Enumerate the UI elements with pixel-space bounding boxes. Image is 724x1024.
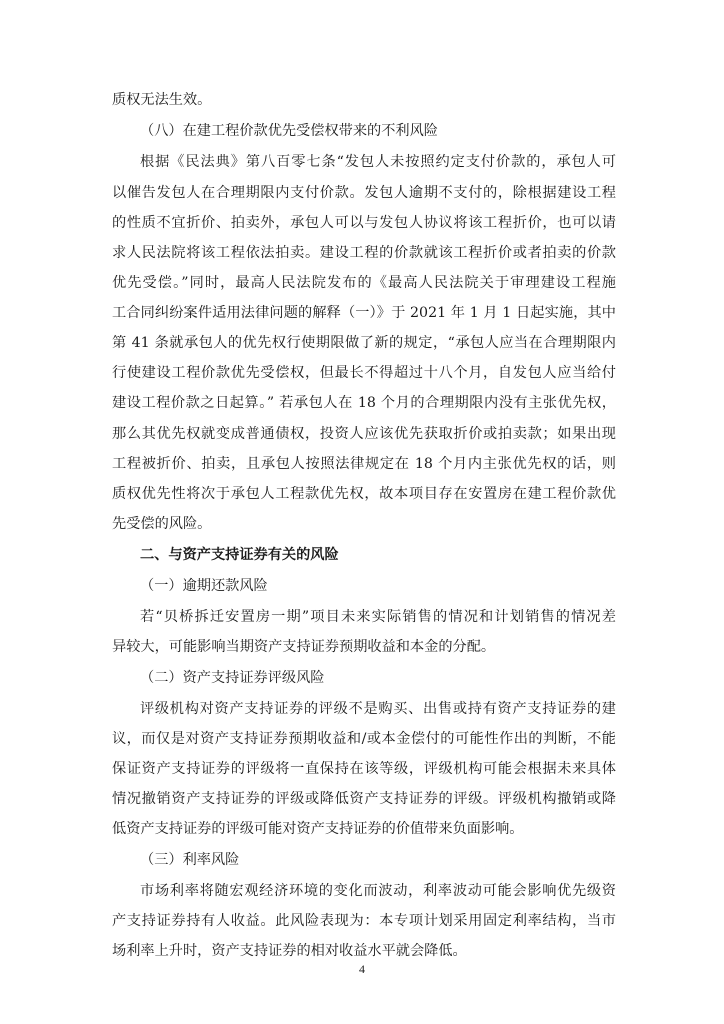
paragraph-line: 那么其优先权就变成普通债权，投资人应该优先获取折价或拍卖款；如果出现 <box>112 426 616 442</box>
paragraph-line: 先受偿的风险。 <box>112 516 212 532</box>
paragraph-line: 优先受偿。”同时，最高人民法院发布的《最高人民法院关于审理建设工程施 <box>112 275 616 291</box>
subsection-heading: （二）资产支持证券评级风险 <box>140 670 325 686</box>
paragraph-line: 市场利率将随宏观经济环境的变化而波动，利率波动可能会影响优先级资 <box>140 883 616 899</box>
paragraph-line: 质权优先性将次于承包人工程款优先权，故本项目存在安置房在建工程价款优 <box>112 486 616 502</box>
paragraph-line: 低资产支持证券的评级可能对资产支持证券的价值带来负面影响。 <box>112 821 524 837</box>
subsection-heading: （八）在建工程价款优先受偿权带来的不利风险 <box>140 123 438 139</box>
page-number: 4 <box>359 962 365 976</box>
paragraph-line: 质权无法生效。 <box>112 92 212 108</box>
paragraph-line: 的性质不宜折价、拍卖外，承包人可以与发包人协议将该工程折价，也可以请 <box>112 215 616 231</box>
paragraph-line: 根据《民法典》第八百零七条“发包人未按照约定支付价款的，承包人可 <box>140 154 616 170</box>
paragraph-line: 情况撤销资产支持证券的评级或降低资产支持证券的评级。评级机构撤销或降 <box>112 791 616 807</box>
paragraph-line: 产支持证券持有人收益。此风险表现为：本专项计划采用固定利率结构，当市 <box>112 913 616 929</box>
paragraph-line: 行使建设工程价款优先受偿权，但最长不得超过十八个月，自发包人应当给付 <box>112 365 616 381</box>
subsection-heading: （一）逾期还款风险 <box>140 578 268 594</box>
paragraph-line: 以催告发包人在合理期限内支付价款。发包人逾期不支付的，除根据建设工程 <box>112 185 616 201</box>
section-heading: 二、与资产支持证券有关的风险 <box>140 547 339 563</box>
paragraph-line: 保证资产支持证券的评级将一直保持在该等级，评级机构可能会根据未来具体 <box>112 761 616 777</box>
paragraph-line: 第 41 条就承包人的优先权行使期限做了新的规定，“承包人应当在合理期限内 <box>112 335 616 351</box>
paragraph-line: 若“贝桥拆迁安置房一期”项目未来实际销售的情况和计划销售的情况差 <box>140 609 616 625</box>
paragraph-line: 场利率上升时，资产支持证券的相对收益水平就会降低。 <box>112 943 467 959</box>
paragraph-line: 工合同纠纷案件适用法律问题的解释（一）》于 2021 年 1 月 1 日起实施，其中 <box>112 305 616 321</box>
paragraph-line: 异较大，可能影响当期资产支持证券预期收益和本金的分配。 <box>112 639 496 655</box>
subsection-heading: （三）利率风险 <box>140 852 240 868</box>
paragraph-line: 建设工程价款之日起算。” 若承包人在 18 个月的合理期限内没有主张优先权， <box>112 395 616 411</box>
paragraph-line: 评级机构对资产支持证券的评级不是购买、出售或持有资产支持证券的建 <box>140 701 616 717</box>
paragraph-line: 工程被折价、拍卖，且承包人按照法律规定在 18 个月内主张优先权的话，则 <box>112 456 616 472</box>
paragraph-line: 议，而仅是对资产支持证券预期收益和/或本金偿付的可能性作出的判断，不能 <box>112 731 616 747</box>
paragraph-line: 求人民法院将该工程依法拍卖。建设工程的价款就该工程折价或者拍卖的价款 <box>112 245 616 261</box>
